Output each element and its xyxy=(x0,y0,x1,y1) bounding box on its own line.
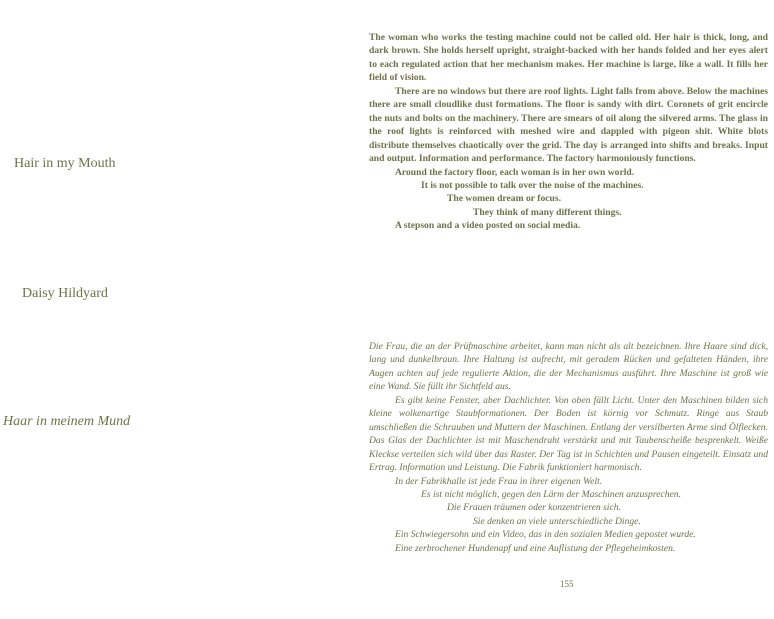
german-line-5: Ein Schwiegersohn und ein Video, das in den sozialen Medien gepostet wurde. xyxy=(395,529,696,541)
german-paragraph-1: Die Frau, die an der Prüfmaschine arbeitet, kann man nicht als alt bezeichnen. Ihre Haare sind dick, lang und dunkelbraun. Ihre Haltung ist aufrecht, mit geradem Rücken und gefalteten Händen, ihre Augen achten auf jede regulierte Aktion, die der Mechanismus ausführt. Ihre Maschine ist groß wie eine Wand. Sie füllt ihr Sichtfeld aus. xyxy=(369,341,768,393)
english-line-3: The women dream or focus. xyxy=(447,193,561,205)
english-line-4: They think of many different things. xyxy=(473,206,622,218)
german-paragraph-2: Es gibt keine Fenster, aber Dachlichter. Von oben fällt Licht. Unter den Maschinen bilden sich kleine wolkenartige Staubformationen. Der Boden ist körnig vor Schmutz. Ringe aus Staub umschließen die Schrauben und Muttern der Maschinen. Entlang der versilberten Arme sind Ölflecken. Das Glas der Dachlichter ist mit Maschendraht verstärkt und mit Taubenscheiße besprenkelt. Weiße Kleckse verteilen sich wild über das Raster. Der Tag ist in Schichten und Pausen eingeteilt. Einsatz und Ertrag. Information und Leistung. Die Fabrik funktioniert harmonisch. xyxy=(369,394,768,474)
english-title: Hair in my Mouth xyxy=(14,156,116,171)
english-paragraph-2: There are no windows but there are roof lights. Light falls from above. Below the machines there are small cloudlike dust formations. The floor is sandy with dirt. Coronets of grit encircle the nuts and bolts on the machinery. There are smears of oil along the silvered arms. The glass in the roof lights is reinforced with meshed wire and dappled with pigeon shit. White blots distribute themselves chaotically over the grid. The day is arranged into shifts and breaks. Input and output. Information and performance. The factory harmoniously functions. xyxy=(369,85,768,165)
english-paragraph-1: The woman who works the testing machine could not be called old. Her hair is thick, long, and dark brown. She holds herself upright, straight-backed with her hands folded and her eyes alert to each regulated action that her mechanism makes. Her machine is large, like a wall. It fills her field of vision. xyxy=(369,32,768,84)
page-number: 155 xyxy=(560,579,574,589)
english-line-1: Around the factory floor, each woman is in her own world. xyxy=(395,166,635,178)
german-line-6: Eine zerbrochener Hundenapf und eine Auflistung der Pflegeheimkosten. xyxy=(395,542,676,554)
german-line-3: Die Frauen träumen oder konzentrieren sich. xyxy=(447,502,621,514)
english-line-2: It is not possible to talk over the noise of the machines. xyxy=(421,179,644,191)
german-line-2: Es ist nicht möglich, gegen den Lärm der Maschinen anzusprechen. xyxy=(421,488,681,500)
german-line-1: In der Fabrikhalle ist jede Frau in ihrer eigenen Welt. xyxy=(395,475,603,487)
author-name: Daisy Hildyard xyxy=(22,286,108,301)
english-line-5: A stepson and a video posted on social media. xyxy=(395,220,581,232)
german-text-block xyxy=(369,340,768,555)
german-title: Haar in meinem Mund xyxy=(3,414,131,429)
english-text-block xyxy=(369,31,768,233)
german-line-4: Sie denken an viele unterschiedliche Dinge. xyxy=(473,515,641,527)
